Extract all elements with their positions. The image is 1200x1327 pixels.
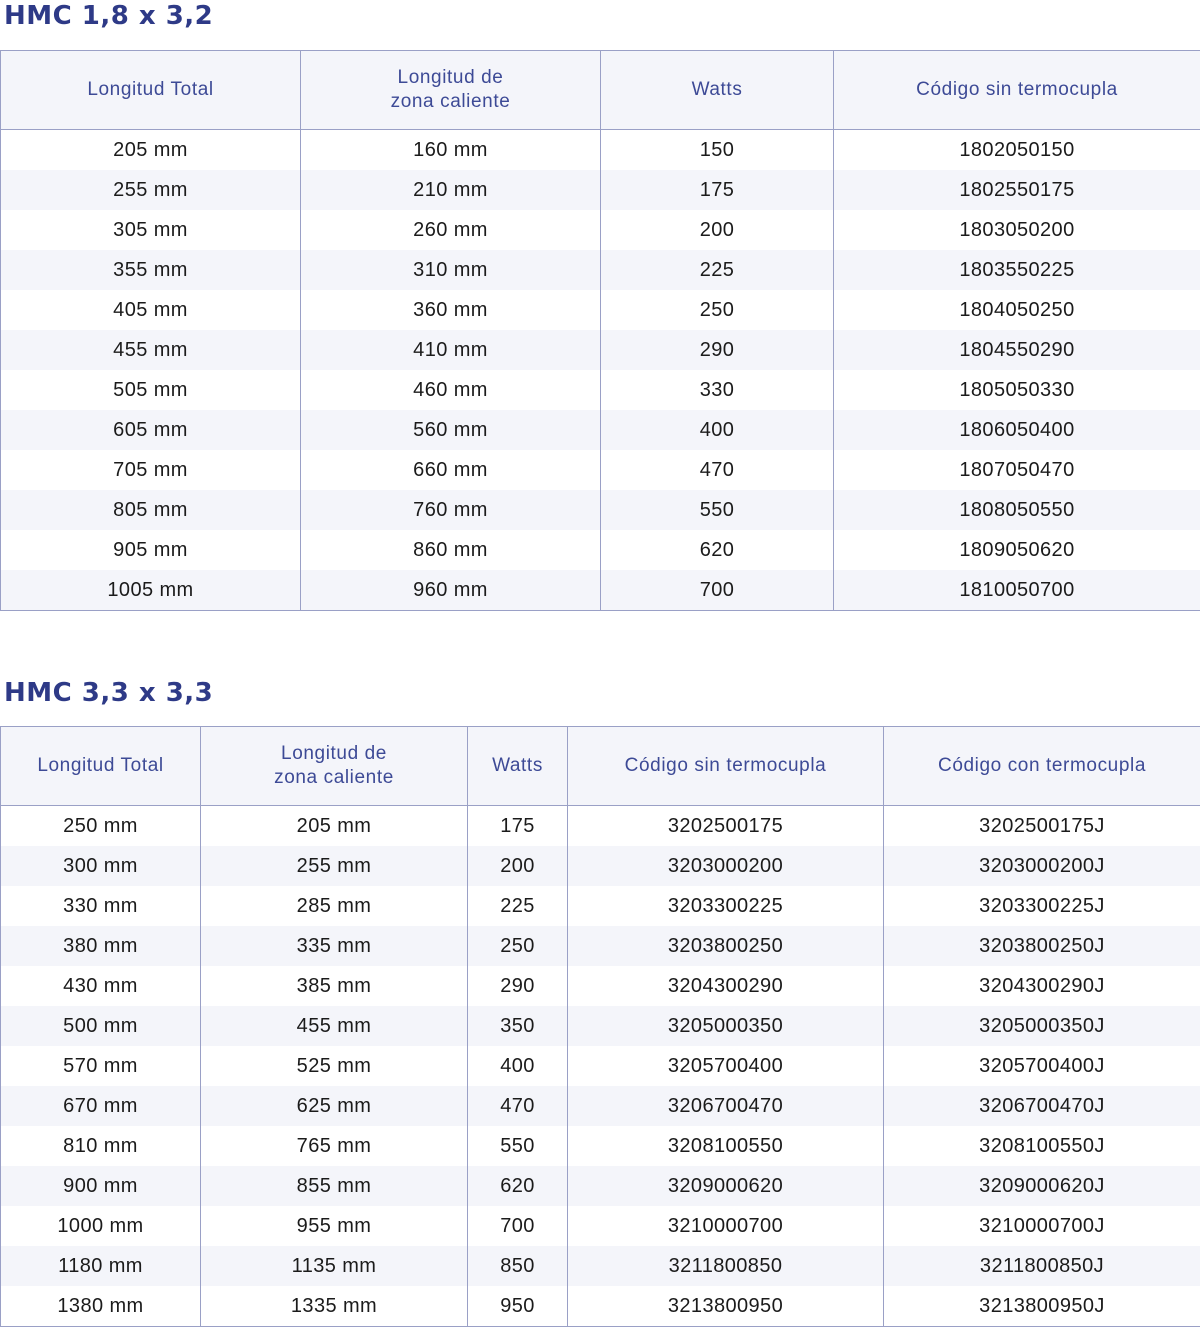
table-cell: 3210000700J [884, 1206, 1200, 1246]
table-cell: 1804050250 [834, 290, 1200, 330]
table-cell: 1135 mm [201, 1246, 468, 1286]
column-header-label: Longitud de zona caliente [274, 743, 394, 788]
spec-table-hmc-18x32 [0, 50, 1200, 611]
table-row [1, 1126, 1200, 1166]
table-cell: 700 [601, 570, 834, 611]
table-cell: 335 mm [201, 926, 468, 966]
column-header-label: Código con termocupla [938, 755, 1146, 776]
table-cell: 1803050200 [834, 210, 1200, 250]
table-row [1, 926, 1200, 966]
table-cell: 330 mm [1, 886, 201, 926]
table-cell: 380 mm [1, 926, 201, 966]
table-cell: 350 [468, 1006, 568, 1046]
column-header-label: Código sin termocupla [624, 755, 827, 776]
table-cell: 960 mm [301, 570, 601, 611]
table-cell: 805 mm [1, 490, 301, 530]
table-cell: 1802550175 [834, 170, 1200, 210]
table-cell: 3205000350 [568, 1006, 884, 1046]
table-cell: 385 mm [201, 966, 468, 1006]
table-cell: 260 mm [301, 210, 601, 250]
table-cell: 3210000700 [568, 1206, 884, 1246]
table-cell: 330 [601, 370, 834, 410]
table-cell: 1000 mm [1, 1206, 201, 1246]
table-cell: 470 [468, 1086, 568, 1126]
table-row [1, 806, 1200, 847]
table-cell: 560 mm [301, 410, 601, 450]
table-cell: 205 mm [1, 130, 301, 171]
column-header [468, 727, 568, 806]
table-cell: 300 mm [1, 846, 201, 886]
table-cell: 255 mm [1, 170, 301, 210]
table-cell: 570 mm [1, 1046, 201, 1086]
table-row [1, 450, 1200, 490]
table-cell: 205 mm [201, 806, 468, 847]
table-row [1, 1046, 1200, 1086]
table-cell: 175 [601, 170, 834, 210]
table-cell: 3209000620 [568, 1166, 884, 1206]
table-cell: 1805050330 [834, 370, 1200, 410]
table-cell: 620 [468, 1166, 568, 1206]
table-cell: 250 mm [1, 806, 201, 847]
table-row [1, 250, 1200, 290]
table-cell: 200 [601, 210, 834, 250]
column-header [201, 727, 468, 806]
table-row [1, 966, 1200, 1006]
table-cell: 255 mm [201, 846, 468, 886]
table-cell: 950 [468, 1286, 568, 1327]
table-cell: 955 mm [201, 1206, 468, 1246]
table-cell: 210 mm [301, 170, 601, 210]
table-cell: 290 [468, 966, 568, 1006]
table-cell: 1810050700 [834, 570, 1200, 611]
table-cell: 355 mm [1, 250, 301, 290]
table-cell: 3202500175 [568, 806, 884, 847]
table-row [1, 1206, 1200, 1246]
table-cell: 1807050470 [834, 450, 1200, 490]
table-cell: 620 [601, 530, 834, 570]
table-row [1, 1086, 1200, 1126]
table-row [1, 130, 1200, 171]
column-header-label: Código sin termocupla [916, 79, 1118, 100]
column-header-label: Longitud Total [87, 79, 214, 100]
table-cell: 705 mm [1, 450, 301, 490]
table-cell: 410 mm [301, 330, 601, 370]
table-cell: 250 [601, 290, 834, 330]
table-cell: 470 [601, 450, 834, 490]
table-cell: 1806050400 [834, 410, 1200, 450]
table-cell: 3203000200J [884, 846, 1200, 886]
table-row [1, 290, 1200, 330]
table-row [1, 886, 1200, 926]
table-cell: 3211800850 [568, 1246, 884, 1286]
table-cell: 3202500175J [884, 806, 1200, 847]
table-cell: 525 mm [201, 1046, 468, 1086]
table-cell: 810 mm [1, 1126, 201, 1166]
table-cell: 3205700400 [568, 1046, 884, 1086]
column-header [1, 727, 201, 806]
table-cell: 1804550290 [834, 330, 1200, 370]
table-row [1, 210, 1200, 250]
table-cell: 360 mm [301, 290, 601, 330]
table-cell: 700 [468, 1206, 568, 1246]
table-cell: 405 mm [1, 290, 301, 330]
table-cell: 660 mm [301, 450, 601, 490]
table-cell: 3213800950 [568, 1286, 884, 1327]
column-header [601, 51, 834, 130]
table-cell: 3203800250 [568, 926, 884, 966]
column-header [884, 727, 1200, 806]
table-row [1, 490, 1200, 530]
table-row [1, 1286, 1200, 1327]
table-cell: 1802050150 [834, 130, 1200, 171]
table-cell: 3204300290J [884, 966, 1200, 1006]
table-cell: 290 [601, 330, 834, 370]
table-header-row [1, 51, 1200, 130]
table-cell: 430 mm [1, 966, 201, 1006]
table-cell: 500 mm [1, 1006, 201, 1046]
table-title: HMC 3,3 x 3,3 [4, 678, 214, 708]
table-cell: 175 [468, 806, 568, 847]
table-cell: 160 mm [301, 130, 601, 171]
table-cell: 1180 mm [1, 1246, 201, 1286]
table-cell: 3205000350J [884, 1006, 1200, 1046]
column-header-label: Watts [492, 755, 543, 776]
table-cell: 3203300225J [884, 886, 1200, 926]
table-cell: 310 mm [301, 250, 601, 290]
table-cell: 3205700400J [884, 1046, 1200, 1086]
table-row [1, 530, 1200, 570]
table-cell: 3209000620J [884, 1166, 1200, 1206]
table-cell: 850 [468, 1246, 568, 1286]
table-cell: 400 [601, 410, 834, 450]
table-cell: 900 mm [1, 1166, 201, 1206]
table-row [1, 170, 1200, 210]
table-cell: 855 mm [201, 1166, 468, 1206]
column-header-label: Longitud de zona caliente [390, 67, 511, 112]
table-cell: 3203800250J [884, 926, 1200, 966]
table-cell: 3208100550 [568, 1126, 884, 1166]
table-cell: 765 mm [201, 1126, 468, 1166]
table-cell: 1005 mm [1, 570, 301, 611]
table-cell: 605 mm [1, 410, 301, 450]
table-cell: 505 mm [1, 370, 301, 410]
column-header [834, 51, 1200, 130]
table-header-row [1, 727, 1200, 806]
column-header [1, 51, 301, 130]
table-row [1, 370, 1200, 410]
table-cell: 1380 mm [1, 1286, 201, 1327]
table-cell: 3204300290 [568, 966, 884, 1006]
column-header [301, 51, 601, 130]
table-row [1, 570, 1200, 611]
table-cell: 200 [468, 846, 568, 886]
table-cell: 150 [601, 130, 834, 171]
spec-table-hmc-33x33 [0, 726, 1200, 1327]
table-cell: 3203000200 [568, 846, 884, 886]
table-cell: 550 [601, 490, 834, 530]
table-cell: 400 [468, 1046, 568, 1086]
table-cell: 670 mm [1, 1086, 201, 1126]
table-row [1, 330, 1200, 370]
table-cell: 905 mm [1, 530, 301, 570]
table-cell: 285 mm [201, 886, 468, 926]
table-cell: 225 [468, 886, 568, 926]
column-header [568, 727, 884, 806]
table-cell: 455 mm [1, 330, 301, 370]
table-cell: 1808050550 [834, 490, 1200, 530]
column-header-label: Longitud Total [37, 755, 164, 776]
table-title: HMC 1,8 x 3,2 [4, 1, 214, 31]
table-cell: 760 mm [301, 490, 601, 530]
column-header-label: Watts [691, 79, 743, 100]
table-cell: 1803550225 [834, 250, 1200, 290]
table-cell: 455 mm [201, 1006, 468, 1046]
table-row [1, 410, 1200, 450]
table-row [1, 1246, 1200, 1286]
table-cell: 860 mm [301, 530, 601, 570]
table-row [1, 1166, 1200, 1206]
table-cell: 550 [468, 1126, 568, 1166]
table-cell: 305 mm [1, 210, 301, 250]
table-cell: 625 mm [201, 1086, 468, 1126]
table-cell: 460 mm [301, 370, 601, 410]
table-cell: 225 [601, 250, 834, 290]
table-cell: 3206700470J [884, 1086, 1200, 1126]
table-cell: 3213800950J [884, 1286, 1200, 1327]
table-cell: 1335 mm [201, 1286, 468, 1327]
table-row [1, 1006, 1200, 1046]
table-cell: 3203300225 [568, 886, 884, 926]
table-cell: 1809050620 [834, 530, 1200, 570]
table-cell: 250 [468, 926, 568, 966]
table-cell: 3211800850J [884, 1246, 1200, 1286]
table-cell: 3208100550J [884, 1126, 1200, 1166]
table-row [1, 846, 1200, 886]
table-cell: 3206700470 [568, 1086, 884, 1126]
